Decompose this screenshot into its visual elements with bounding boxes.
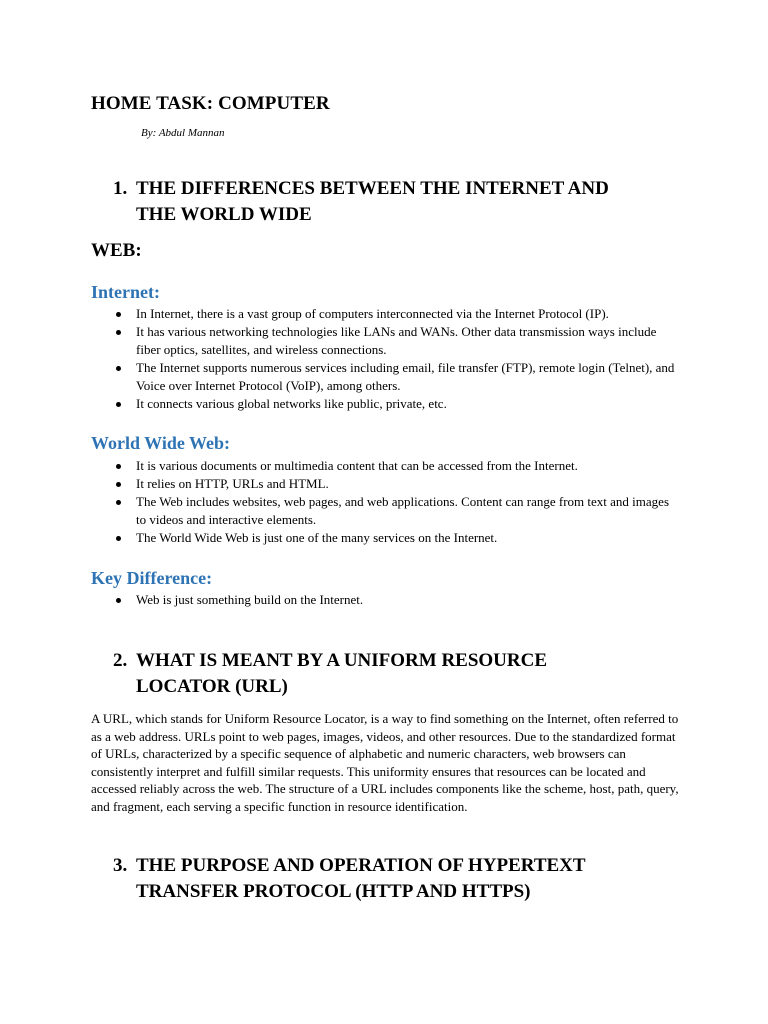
document-title: HOME TASK: COMPUTER [91,93,330,114]
list-item: It relies on HTTP, URLs and HTML. [91,475,681,493]
section-1-title [136,176,656,228]
section-1-number: 1. [113,178,128,199]
bullet-dot-icon [116,330,121,335]
section-3-title-line2: TRANSFER PROTOCOL (HTTP AND HTTPS) [136,881,531,902]
section-1-title-line2: THE WORLD WIDE [136,204,312,225]
section-2-title-line1: WHAT IS MEANT BY A UNIFORM RESOURCE [136,650,548,671]
key-difference-subheading: Key Difference: [91,568,213,588]
internet-subheading: Internet: [91,282,160,302]
list-item: The World Wide Web is just one of the many services on the Internet. [91,529,681,547]
bullet-dot-icon [116,536,121,541]
list-item: In Internet, there is a vast group of computers interconnected via the Internet Protocol (IP). [91,305,681,323]
internet-bullet-list [91,305,681,413]
section-1-heading [91,176,656,228]
section-2-title [136,648,656,700]
bullet-dot-icon [116,500,121,505]
list-item: The Web includes websites, web pages, and web applications. Content can range from text and images to videos and interactive elements. [91,493,681,529]
bullet-dot-icon [116,464,121,469]
bullet-dot-icon [116,598,121,603]
section-3-heading [91,853,656,905]
www-bullet-list [91,457,681,547]
list-item: It has various networking technologies like LANs and WANs. Other data transmission ways include fiber optics, satellites, and wireless connections. [91,323,681,359]
section-3-title-line1: THE PURPOSE AND OPERATION OF HYPERTEXT [136,855,586,876]
list-item: The Internet supports numerous services including email, file transfer (FTP), remote login (Telnet), and Voice over Internet Protocol (VoIP), among others. [91,359,681,395]
section-2-number: 2. [113,650,128,671]
section-3-number: 3. [113,855,128,876]
section-3-title [136,853,656,905]
section-2-title-line2: LOCATOR (URL) [136,676,288,697]
bullet-dot-icon [116,402,121,407]
bullet-dot-icon [116,312,121,317]
list-item: Web is just something build on the Internet. [91,591,681,609]
section-1-title-line1: THE DIFFERENCES BETWEEN THE INTERNET AND [136,178,609,199]
www-subheading: World Wide Web: [91,433,231,453]
bullet-dot-icon [116,366,121,371]
list-item: It is various documents or multimedia content that can be accessed from the Internet. [91,457,681,475]
author-byline: By: Abdul Mannan [141,127,225,139]
section-2-heading [91,648,656,700]
bullet-dot-icon [116,482,121,487]
url-paragraph: A URL, which stands for Uniform Resource Locator, is a way to find something on the Internet, often referred to as a web address. URLs point to web pages, images, videos, and other resources. Due to the standardized format of URLs, characterized by a specific sequence of alphabetic and numeric characters, web browsers can consistently interpret and fulfill similar requests. This uniformity ensures that resources can be located and accessed reliably across the web. The structure of a URL includes components like the scheme, host, path, query, and fragment, each serving a specific function in resource identification. [91,711,679,814]
list-item: It connects various global networks like public, private, etc. [91,395,681,413]
section-1-heading-tail: WEB: [91,240,142,261]
key-difference-bullet-list [91,591,681,609]
